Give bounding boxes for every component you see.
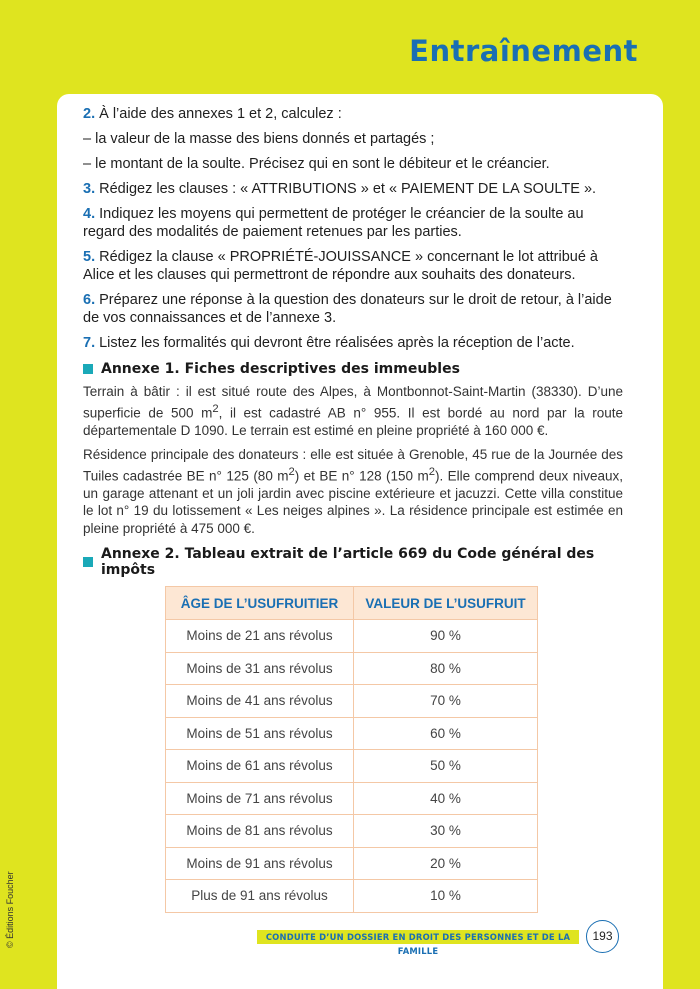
question-number: 4. (83, 206, 96, 222)
cell-value: 10 % (354, 880, 538, 913)
square-bullet-icon (83, 557, 93, 567)
question-text: – le montant de la soulte. Précisez qui en sont le débiteur et le créancier. (83, 156, 550, 172)
question-item (83, 248, 623, 284)
table-row (166, 652, 538, 685)
table-header-age: ÂGE DE L’USUFRUITIER (166, 587, 354, 620)
cell-value: 90 % (354, 620, 538, 653)
question-text: Préparez une réponse à la question des donateurs sur le droit de retour, à l’aide de vos connaissances et de l’annexe 3. (83, 292, 612, 326)
table-row (166, 880, 538, 913)
question-item (83, 291, 623, 327)
question-text: Rédigez les clauses : « ATTRIBUTIONS » et « PAIEMENT DE LA SOULTE ». (95, 181, 597, 197)
cell-age: Moins de 61 ans révolus (166, 750, 354, 783)
question-number: 2. (83, 106, 96, 122)
table-row (166, 717, 538, 750)
question-text: – la valeur de la masse des biens donnés et partagés ; (83, 131, 435, 147)
cell-value: 20 % (354, 847, 538, 880)
table-row (166, 782, 538, 815)
table-row (166, 815, 538, 848)
cell-value: 70 % (354, 685, 538, 718)
cell-value: 40 % (354, 782, 538, 815)
cell-age: Plus de 91 ans révolus (166, 880, 354, 913)
question-item (83, 105, 623, 123)
question-text: Indiquez les moyens qui permettent de protéger le créancier de la soulte au regard des modalités de paiement retenues par les parties. (83, 206, 584, 240)
main-content (83, 105, 623, 913)
question-number: 3. (83, 181, 96, 197)
cell-value: 50 % (354, 750, 538, 783)
page-number: 193 (586, 920, 619, 953)
cell-age: Moins de 81 ans révolus (166, 815, 354, 848)
annex2-title: Annexe 2. Tableau extrait de l’article 669 du Code général des impôts (101, 546, 595, 578)
cell-age: Moins de 51 ans révolus (166, 717, 354, 750)
cell-value: 80 % (354, 652, 538, 685)
usufruct-table (165, 586, 538, 913)
annex1-title: Annexe 1. Fiches descriptives des immeubles (101, 361, 460, 377)
cell-value: 60 % (354, 717, 538, 750)
annex1-heading (83, 361, 623, 377)
table-row (166, 750, 538, 783)
table-row (166, 847, 538, 880)
annex1-paragraph-terrain: Terrain à bâtir : il est situé route des Alpes, à Montbonnot-Saint-Martin (38330). D’une superficie de 500 $m^2$, il est cadastré AB n° 955. Il est bordé au nord par la route départementale D 1090. Le terrain est estimé en pleine propriété à 160 000 €. (83, 384, 623, 438)
cell-age: Moins de 31 ans révolus (166, 652, 354, 685)
question-item (83, 155, 623, 173)
cell-value: 30 % (354, 815, 538, 848)
publisher-credit: © Éditions Foucher (5, 871, 15, 948)
table-row (166, 620, 538, 653)
table-row (166, 685, 538, 718)
cell-age: Moins de 41 ans révolus (166, 685, 354, 718)
question-text: Listez les formalités qui devront être réalisées après la réception de l’acte. (95, 335, 575, 351)
question-item (83, 130, 623, 148)
annex2-heading (83, 546, 623, 578)
cell-age: Moins de 91 ans révolus (166, 847, 354, 880)
question-number: 7. (83, 335, 96, 351)
question-item (83, 334, 623, 352)
cell-age: Moins de 71 ans révolus (166, 782, 354, 815)
question-item (83, 205, 623, 241)
question-item (83, 180, 623, 198)
page-title: Entraînement (409, 34, 638, 68)
question-text: À l’aide des annexes 1 et 2, calculez : (95, 106, 342, 122)
question-number: 6. (83, 292, 96, 308)
question-number: 5. (83, 249, 96, 265)
questions-list (83, 105, 623, 352)
table-header-value: VALEUR DE L’USUFRUIT (354, 587, 538, 620)
cell-age: Moins de 21 ans révolus (166, 620, 354, 653)
square-bullet-icon (83, 364, 93, 374)
annex1-paragraph-residence: Résidence principale des donateurs : elle est située à Grenoble, 45 rue de la Journée des Tuiles cadastrée BE n° 125 (80 $m^2$) et BE n° 128 (150 $m^2$). Elle comprend deux niveaux, un garage attenant et un joli jardin avec piscine extérieure et jacuzzi. Cette villa constitue le lot n° 19 du lotissement « Les neiges alpines ». La résidence principale est estimée en pleine propriété à 475 000 €. (83, 447, 624, 536)
question-text: Rédigez la clause « PROPRIÉTÉ-JOUISSANCE » concernant le lot attribué à Alice et les clauses qui permettront de répondre aux souhaits des donateurs. (83, 249, 598, 283)
footer-band: CONDUITE D’UN DOSSIER EN DROIT DES PERSONNES ET DE LA FAMILLE (257, 930, 579, 944)
